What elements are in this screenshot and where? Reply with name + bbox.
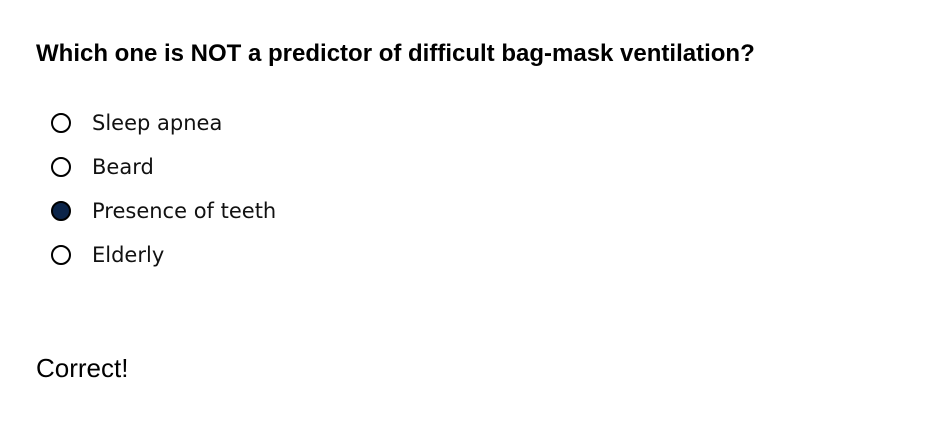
option-elderly[interactable]: [51, 233, 276, 277]
feedback-message: Correct!: [36, 353, 129, 383]
option-presence-of-teeth[interactable]: [51, 189, 276, 233]
option-label: Presence of teeth: [92, 199, 277, 223]
question-text: Which one is NOT a predictor of difficult bag-mask ventilation?: [36, 40, 755, 67]
option-sleep-apnea[interactable]: [51, 101, 276, 145]
option-label: Sleep apnea: [92, 111, 223, 135]
radio-button[interactable]: [51, 245, 71, 265]
answer-options: [51, 101, 276, 277]
radio-button[interactable]: [51, 157, 71, 177]
radio-button[interactable]: [51, 113, 71, 133]
option-label: Elderly: [92, 243, 165, 267]
quiz-container: [36, 38, 916, 267]
option-beard[interactable]: [51, 145, 276, 189]
option-label: Beard: [92, 155, 154, 179]
radio-button[interactable]: [51, 201, 71, 221]
